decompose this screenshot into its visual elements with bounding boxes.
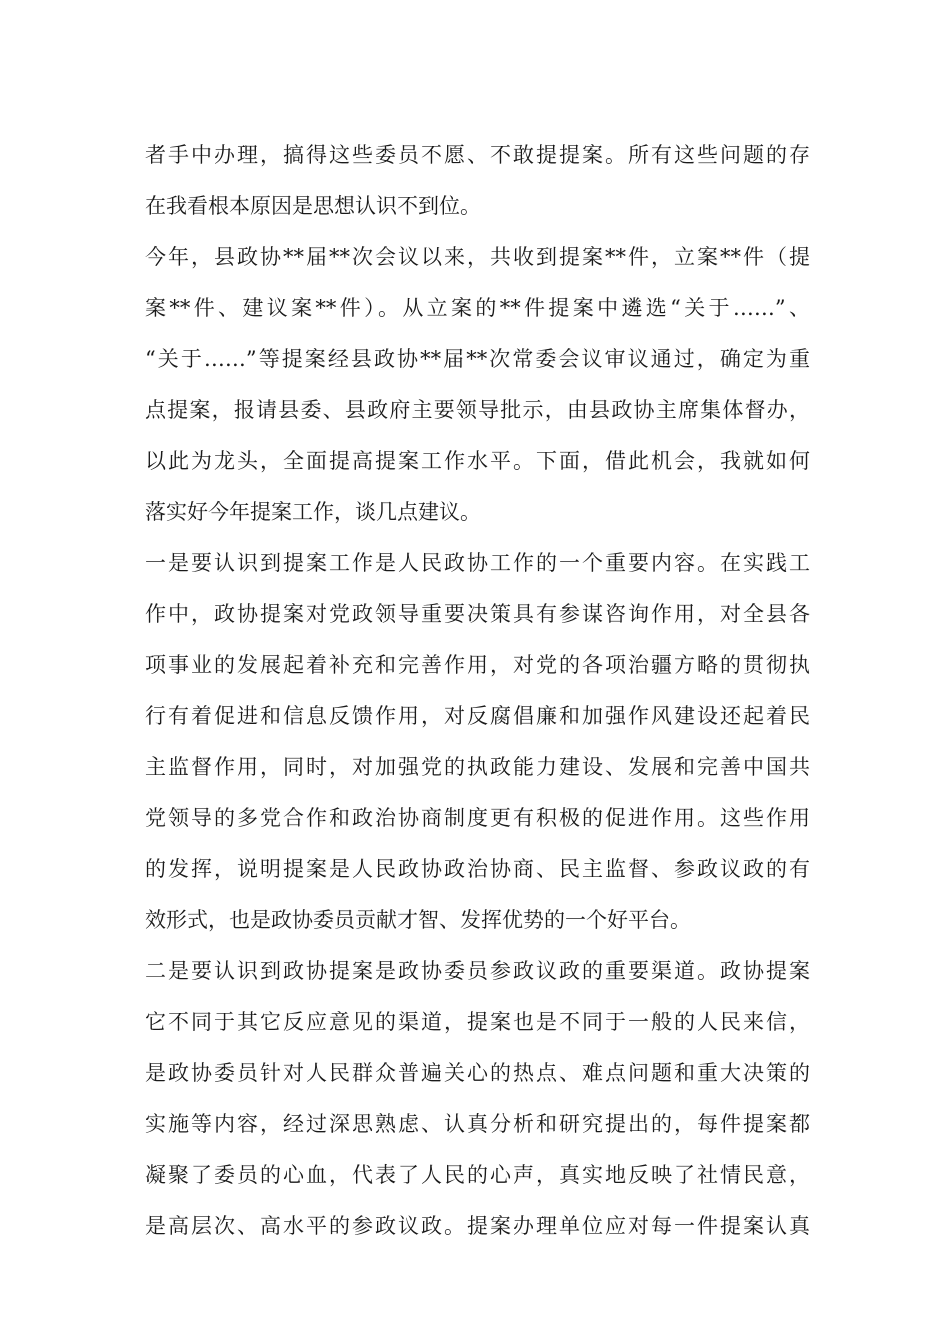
text-line: 落实好今年提案工作，谈几点建议。 — [145, 500, 481, 524]
body-text — [145, 130, 810, 1252]
text-line: 效形式，也是政协委员贡献才智、发挥优势的一个好平台。 — [145, 908, 691, 932]
text-line: 是高层次、高水平的参政议政。提案办理单位应对每一件提案认真 — [145, 1214, 810, 1238]
text-line: 今年，县政协**届**次会议以来，共收到提案**件，立案**件（提 — [145, 245, 810, 269]
text-line: 点提案，报请县委、县政府主要领导批示，由县政协主席集体督办， — [145, 398, 810, 422]
text-line: 主监督作用，同时，对加强党的执政能力建设、发展和完善中国共 — [145, 755, 810, 779]
text-line: 二是要认识到政协提案是政协委员参政议政的重要渠道。政协提案 — [145, 959, 810, 983]
text-line: 一是要认识到提案工作是人民政协工作的一个重要内容。在实践工 — [145, 551, 810, 575]
text-line: “关于……”等提案经县政协**届**次常委会议审议通过，确定为重 — [145, 347, 810, 371]
text-line: 以此为龙头，全面提高提案工作水平。下面，借此机会，我就如何 — [145, 449, 810, 473]
text-line: 凝聚了委员的心血，代表了人民的心声，真实地反映了社情民意， — [145, 1163, 810, 1187]
text-line: 者手中办理，搞得这些委员不愿、不敢提提案。所有这些问题的存 — [145, 143, 810, 167]
text-line: 案**件、建议案**件）。从立案的**件提案中遴选“关于……”、 — [145, 296, 810, 320]
text-line: 行有着促进和信息反馈作用，对反腐倡廉和加强作风建设还起着民 — [145, 704, 810, 728]
text-line: 党领导的多党合作和政治协商制度更有积极的促进作用。这些作用 — [145, 806, 810, 830]
text-line: 是政协委员针对人民群众普遍关心的热点、难点问题和重大决策的 — [145, 1061, 810, 1085]
text-line: 作中，政协提案对党政领导重要决策具有参谋咨询作用，对全县各 — [145, 602, 810, 626]
text-line: 它不同于其它反应意见的渠道，提案也是不同于一般的人民来信， — [145, 1010, 810, 1034]
text-line: 实施等内容，经过深思熟虑、认真分析和研究提出的，每件提案都 — [145, 1112, 810, 1136]
text-line: 的发挥，说明提案是人民政协政治协商、民主监督、参政议政的有 — [145, 857, 810, 881]
text-line: 在我看根本原因是思想认识不到位。 — [145, 194, 481, 218]
text-line: 项事业的发展起着补充和完善作用，对党的各项治疆方略的贯彻执 — [145, 653, 810, 677]
